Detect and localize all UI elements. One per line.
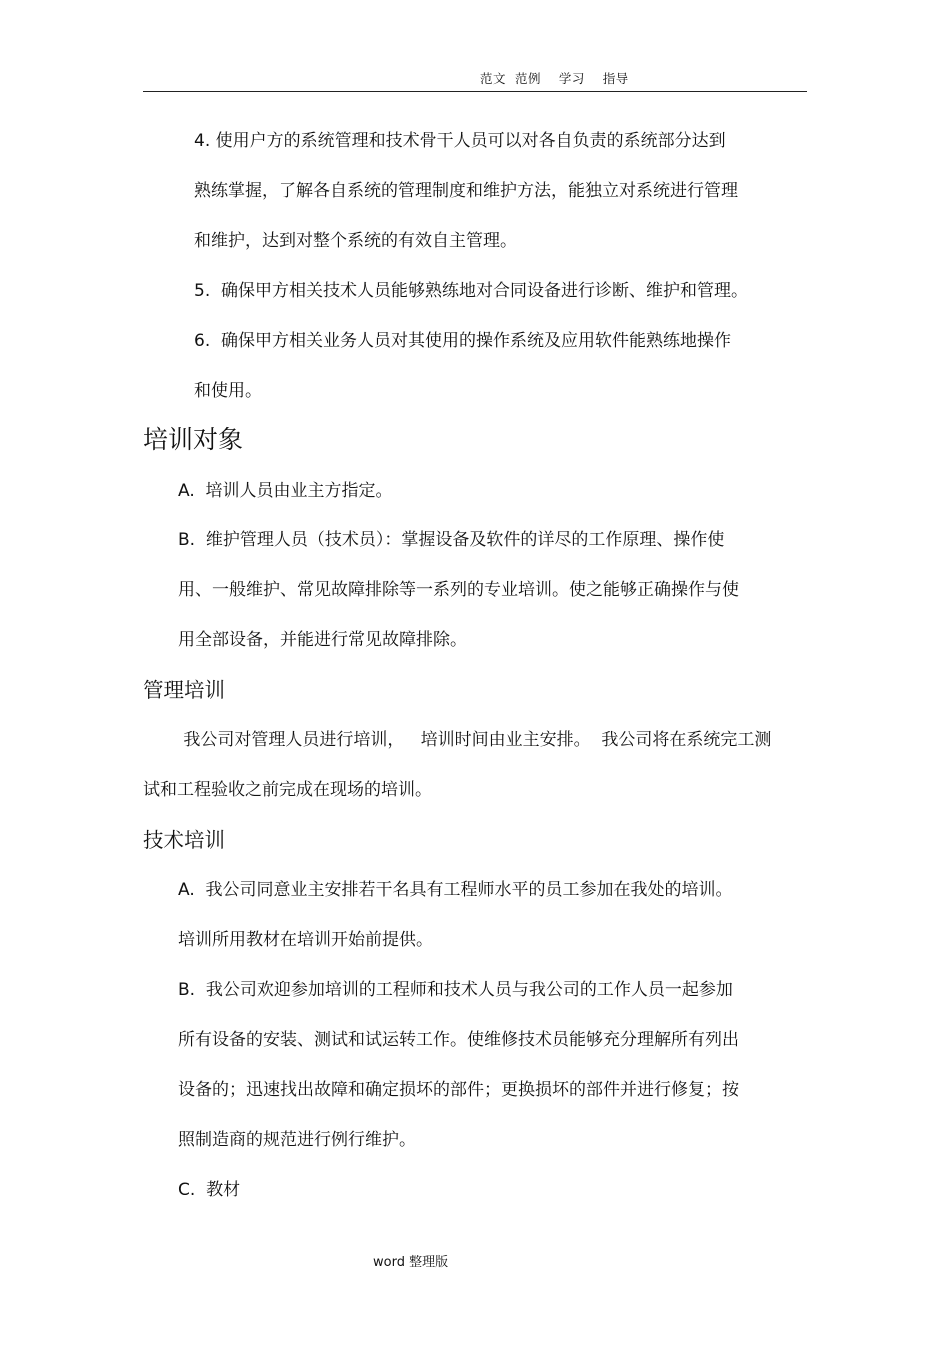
technical-b-line-4: 照制造商的规范进行例行维护。 — [178, 1130, 416, 1150]
trainees-b-line-1: B. 维护管理人员（技术员）：掌握设备及软件的详尽的工作原理、操作使 — [178, 530, 725, 550]
technical-a-line-1: A. 我公司同意业主安排若干名具有工程师水平的员工参加在我处的培训。 — [178, 880, 733, 900]
trainees-b-line-2: 用、一般维护、常见故障排除等一系列的专业培训。使之能够正确操作与使 — [178, 580, 739, 600]
header-rule — [143, 91, 807, 92]
item-4-line-1: 4. 使用户方的系统管理和技术骨干人员可以对各自负责的系统部分达到 — [194, 131, 726, 151]
technical-b-line-3: 设备的；迅速找出故障和确定损坏的部件；更换损坏的部件并进行修复；按 — [178, 1080, 739, 1100]
heading-technical: 技术培训 — [143, 828, 225, 852]
item-5: 5. 确保甲方相关技术人员能够熟练地对合同设备进行诊断、维护和管理。 — [194, 281, 749, 301]
management-para-line-1: 我公司对管理人员进行培训， 培训时间由业主安排。 我公司将在系统完工测 — [178, 730, 772, 750]
management-para-line-2: 试和工程验收之前完成在现场的培训。 — [143, 780, 432, 800]
item-4-line-2: 熟练掌握，了解各自系统的管理制度和维护方法，能独立对系统进行管理 — [194, 181, 738, 201]
footer-text: word 整理版 — [373, 1255, 449, 1270]
item-4-line-3: 和维护，达到对整个系统的有效自主管理。 — [194, 231, 517, 251]
trainees-a: A. 培训人员由业主方指定。 — [178, 481, 393, 501]
item-6-line-2: 和使用。 — [194, 381, 262, 401]
item-6-line-1: 6. 确保甲方相关业务人员对其使用的操作系统及应用软件能熟练地操作 — [194, 331, 732, 351]
heading-management: 管理培训 — [143, 678, 225, 702]
trainees-b-line-3: 用全部设备，并能进行常见故障排除。 — [178, 630, 467, 650]
technical-a-line-2: 培训所用教材在培训开始前提供。 — [178, 930, 433, 950]
technical-b-line-1: B. 我公司欢迎参加培训的工程师和技术人员与我公司的工作人员一起参加 — [178, 980, 733, 1000]
header-text: 范文 范例 学习 指导 — [480, 71, 629, 86]
technical-b-line-2: 所有设备的安装、测试和试运转工作。使维修技术员能够充分理解所有列出 — [178, 1030, 739, 1050]
heading-trainees: 培训对象 — [143, 425, 244, 454]
technical-c: C. 教材 — [178, 1180, 241, 1200]
